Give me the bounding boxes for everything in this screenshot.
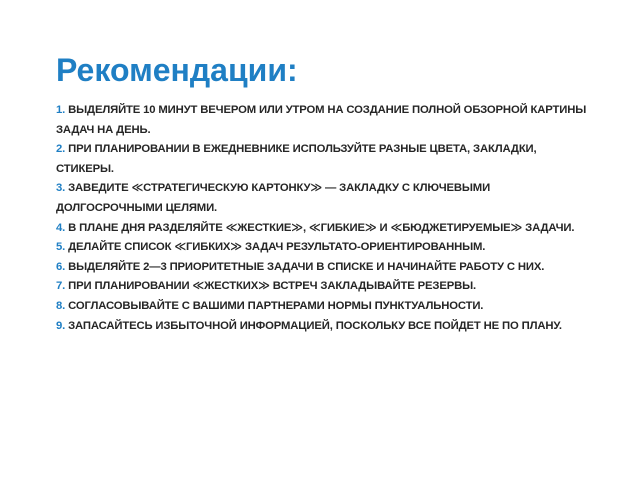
item-number: 5. xyxy=(56,241,66,254)
item-text: ЗАПАСАЙТЕСЬ ИЗБЫТОЧНОЙ ИНФОРМАЦИЕЙ, ПОСКОЛЬКУ ВСЕ ПОЙДЕТ НЕ ПО ПЛАНУ. xyxy=(68,319,562,332)
item-number: 1. xyxy=(56,104,66,116)
recommendations-list xyxy=(56,101,596,336)
item-text: ПРИ ПЛАНИРОВАНИИ ≪ЖЕСТКИХ≫ ВСТРЕЧ ЗАКЛАДЫВАЙТЕ РЕЗЕРВЫ. xyxy=(68,280,477,293)
item-text: ВЫДЕЛЯЙТЕ 10 МИНУТ ВЕЧЕРОМ ИЛИ УТРОМ НА СОЗДАНИЕ ПОЛНОЙ ОБЗОРНОЙ КАРТИНЫ ЗАДАЧ НА ДЕНЬ. xyxy=(56,104,587,136)
slide-title: Рекомендации: xyxy=(56,52,298,88)
item-number: 2. xyxy=(56,143,66,156)
item-text: ВЫДЕЛЯЙТЕ 2—3 ПРИОРИТЕТНЫЕ ЗАДАЧИ В СПИСКЕ И НАЧИНАЙТЕ РАБОТУ С НИХ. xyxy=(68,260,545,273)
item-number: 7. xyxy=(56,280,66,293)
list-item xyxy=(56,238,596,258)
item-number: 3. xyxy=(56,182,66,195)
item-text: ПРИ ПЛАНИРОВАНИИ В ЕЖЕДНЕВНИКЕ ИСПОЛЬЗУЙТЕ РАЗНЫЕ ЦВЕТА, ЗАКЛАДКИ, СТИКЕРЫ. xyxy=(56,143,537,175)
item-number: 8. xyxy=(56,299,66,312)
list-item xyxy=(56,179,596,218)
item-number: 6. xyxy=(56,260,66,273)
list-item xyxy=(56,317,596,337)
list-item xyxy=(56,219,596,239)
item-number: 4. xyxy=(56,221,66,234)
list-item xyxy=(56,297,596,317)
item-text: СОГЛАСОВЫВАЙТЕ С ВАШИМИ ПАРТНЕРАМИ НОРМЫ ПУНКТУАЛЬНОСТИ. xyxy=(68,299,484,312)
list-item xyxy=(56,101,596,140)
item-number: 9. xyxy=(56,319,66,332)
item-text: В ПЛАНЕ ДНЯ РАЗДЕЛЯЙТЕ ≪ЖЕСТКИЕ≫, ≪ГИБКИЕ≫ И ≪БЮДЖЕТИРУЕМЫЕ≫ ЗАДАЧИ. xyxy=(68,221,575,234)
list-item xyxy=(56,140,596,179)
list-item xyxy=(56,277,596,297)
list-item xyxy=(56,258,596,278)
item-text: ДЕЛАЙТЕ СПИСОК ≪ГИБКИХ≫ ЗАДАЧ РЕЗУЛЬТАТО-ОРИЕНТИРОВАННЫМ. xyxy=(68,241,486,254)
item-text: ЗАВЕДИТЕ ≪СТРАТЕГИЧЕСКУЮ КАРТОНКУ≫ — ЗАКЛАДКУ С КЛЮЧЕВЫМИ ДОЛГОСРОЧНЫМИ ЦЕЛЯМИ. xyxy=(56,182,491,214)
